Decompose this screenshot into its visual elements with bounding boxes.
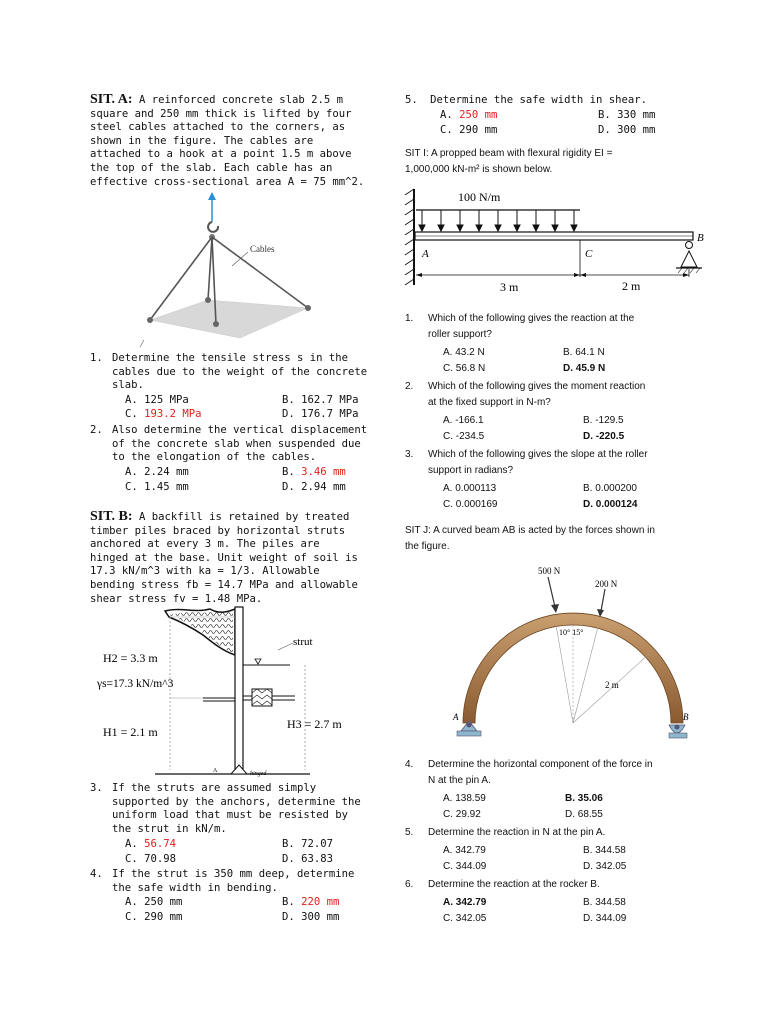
load-arrows — [419, 210, 577, 231]
sit-j-q4-option-b[interactable]: B. 35.06 — [565, 793, 603, 804]
point-c-label: C — [585, 248, 593, 260]
q1-option-a[interactable]: A. 125 MPa — [125, 394, 189, 406]
angle-label: 10° 15° — [559, 628, 584, 637]
force-500-label: 500 N — [538, 566, 561, 576]
q1-number: 1. — [90, 352, 103, 364]
sit-i-q2-option-a[interactable]: A. -166.1 — [443, 415, 484, 426]
sit-i-q3-option-c[interactable]: C. 0.000169 — [443, 499, 498, 510]
q3-option-a-answer: 56.74 — [144, 838, 177, 850]
sit-i-question-2 — [405, 379, 705, 411]
q3-option-a[interactable] — [125, 838, 176, 852]
sit-j-question-4 — [405, 757, 705, 789]
sit-j-q4-number: 4. — [405, 759, 414, 770]
sit-a-line: the top of the slab. Each cable has an — [90, 161, 333, 174]
dim-2m: 2 m — [622, 279, 641, 293]
q2-line: Also determine the vertical displacement — [112, 424, 368, 436]
q4-option-c[interactable]: C. 290 mm — [125, 911, 183, 923]
sit-j-q4-line: Determine the horizontal component of the force in — [428, 759, 653, 770]
q2-line: to the elongation of the cables. — [112, 451, 317, 464]
retaining-wall-figure — [95, 605, 385, 780]
sit-j-q4-line: N at the pin A. — [428, 775, 491, 786]
sit-i-line: 1,000,000 kN-m² is shown below. — [405, 164, 553, 175]
q2-option-b-answer: 3.46 mm — [301, 466, 346, 478]
q4-line: If the strut is 350 mm deep, determine — [112, 868, 355, 880]
sit-i-q3-option-b[interactable]: B. 0.000200 — [583, 483, 637, 494]
sit-a-label: SIT. A: — [90, 92, 133, 107]
sit-b-line: bending stress fb = 14.7 MPa and allowable — [90, 578, 358, 591]
q2-option-b-letter: B. — [282, 466, 295, 478]
q2-option-a[interactable]: A. 2.24 mm — [125, 466, 189, 478]
q4-option-a[interactable]: A. 250 mm — [125, 896, 183, 908]
sit-j-q5-number: 5. — [405, 827, 414, 838]
sit-i-q3-line: Which of the following gives the slope at the roller — [428, 449, 648, 460]
sit-i-question-1 — [405, 311, 705, 343]
q4-number: 4. — [90, 868, 103, 880]
sit-b-line: anchored at every 3 m. The piles are — [90, 538, 320, 551]
hinged-label: hinged — [250, 771, 267, 777]
q3-line: uniform load that must be resisted by — [112, 809, 348, 822]
q3-line: supported by the anchors, determine the — [112, 795, 361, 808]
sit-a-line: effective cross-sectional area A = 75 mm^2. — [90, 175, 365, 188]
question-4 — [90, 868, 380, 895]
q2-option-d[interactable]: D. 2.94 mm — [282, 481, 346, 493]
rocker-b-label: B — [683, 712, 689, 722]
sit-j-q5-option-a[interactable]: A. 342.79 — [443, 845, 486, 856]
sit-i-q2-option-d[interactable]: D. -220.5 — [583, 431, 625, 442]
sit-i-q1-line: roller support? — [428, 329, 492, 340]
sit-j-q6-option-d[interactable]: D. 344.09 — [583, 913, 627, 924]
q5-option-d[interactable]: D. 300 mm — [598, 124, 656, 136]
sit-j-q6-option-a[interactable]: A. 342.79 — [443, 897, 487, 908]
sit-i-q2-line: at the fixed support in N-m? — [428, 397, 551, 408]
sit-j-question-6 — [405, 877, 705, 893]
q1-line: cables due to the weight of the concrete — [112, 365, 368, 378]
sit-j-question-5 — [405, 825, 705, 841]
h3-label: H3 = 2.7 m — [287, 717, 342, 731]
sit-j-q6-option-c[interactable]: C. 342.05 — [443, 913, 487, 924]
q1-option-c[interactable] — [125, 408, 202, 422]
sit-b-paragraph — [90, 510, 380, 606]
q3-option-a-letter: A. — [125, 838, 138, 850]
sit-b-line: shear stress fv = 1.48 MPa. — [90, 592, 263, 605]
sit-i-q2-option-b[interactable]: B. -129.5 — [583, 415, 624, 426]
q2-option-c[interactable]: C. 1.45 mm — [125, 481, 189, 493]
sit-j-q4-option-d[interactable]: D. 68.55 — [565, 809, 603, 820]
sit-a-line: attached to a hook at a point 1.5 m above — [90, 148, 352, 161]
q2-number: 2. — [90, 424, 103, 436]
q5-line: Determine the safe width in shear. — [430, 94, 648, 106]
question-2 — [90, 424, 380, 465]
sit-j-q5-line: Determine the reaction in N at the pin A. — [428, 827, 606, 838]
sit-j-q6-line: Determine the reaction at the rocker B. — [428, 879, 600, 890]
q3-option-b[interactable]: B. 72.07 — [282, 838, 334, 850]
sit-i-q1-number: 1. — [405, 313, 414, 324]
q5-option-c[interactable]: C. 290 mm — [440, 124, 498, 136]
sit-i-paragraph — [405, 146, 612, 178]
sit-i-q2-option-c[interactable]: C. -234.5 — [443, 431, 485, 442]
q4-option-d[interactable]: D. 300 mm — [282, 911, 340, 923]
q1-line: Determine the tensile stress s in the — [112, 352, 348, 364]
question-5 — [405, 94, 647, 108]
q3-line: If the struts are assumed simply — [112, 782, 317, 794]
sit-a-line: square and 250 mm thick is lifted by four — [90, 107, 352, 120]
sit-i-q1-option-c[interactable]: C. 56.8 N — [443, 363, 486, 374]
curved-beam-figure — [445, 563, 705, 748]
h1-label: H1 = 2.1 m — [103, 725, 158, 739]
q4-line: the safe width in bending. — [112, 881, 278, 894]
sit-j-q5-option-d[interactable]: D. 342.05 — [583, 861, 627, 872]
q5-option-a-letter: A. — [440, 109, 453, 121]
question-3 — [90, 782, 380, 836]
q4-option-b[interactable] — [282, 896, 339, 910]
sit-i-q1-line: Which of the following gives the reaction at the — [428, 313, 635, 324]
slab-shadow — [150, 300, 308, 338]
sit-b-line: hinged at the base. Unit weight of soil is — [90, 551, 358, 564]
strut-block — [252, 689, 272, 706]
sit-b-label: SIT. B: — [90, 509, 133, 524]
sit-i-q1-option-b[interactable]: B. 64.1 N — [563, 347, 605, 358]
q2-line: of the concrete slab when suspended due — [112, 437, 361, 450]
h2-label: H2 = 3.3 m — [103, 651, 158, 665]
cables-label: Cables — [250, 244, 275, 254]
gamma-label: γs=17.3 kN/m^3 — [97, 678, 174, 690]
sit-i-q2-line: Which of the following gives the moment reaction — [428, 381, 646, 392]
sit-a-paragraph — [90, 93, 380, 189]
point-a-label: A — [422, 248, 429, 260]
sit-i-line: SIT I: A propped beam with flexural rigidity EI = — [405, 148, 613, 159]
q1-line: slab. — [112, 379, 144, 392]
sit-i-q3-line: support in radians? — [428, 465, 514, 476]
sit-i-question-3 — [405, 447, 705, 479]
sit-j-q6-option-b[interactable]: B. 344.58 — [583, 897, 626, 908]
sit-a-line: A reinforced concrete slab 2.5 m — [138, 94, 344, 106]
sit-j-q5-option-b[interactable]: B. 344.58 — [583, 845, 626, 856]
strut-label: strut — [293, 636, 313, 648]
sit-j-q5-option-c[interactable]: C. 344.09 — [443, 861, 487, 872]
cable-2 — [208, 237, 212, 300]
q1-option-c-letter: C. — [125, 408, 138, 420]
pin-a-label: A — [453, 712, 459, 722]
q1-option-c-answer: 193.2 MPa — [144, 408, 202, 420]
a-label: A — [213, 768, 218, 774]
q3-option-d[interactable]: D. 63.83 — [282, 853, 334, 865]
q5-option-b[interactable]: B. 330 mm — [598, 109, 656, 121]
q4-option-b-letter: B. — [282, 896, 295, 908]
q1-option-d[interactable]: D. 176.7 MPa — [282, 408, 359, 420]
q3-option-c[interactable]: C. 70.98 — [125, 853, 177, 865]
sit-i-q1-option-a[interactable]: A. 43.2 N — [443, 347, 485, 358]
q1-option-b[interactable]: B. 162.7 MPa — [282, 394, 359, 406]
radius-label: 2 m — [605, 680, 619, 690]
sit-i-q3-option-d[interactable]: D. 0.000124 — [583, 499, 638, 510]
q3-line: the strut in kN/m. — [112, 822, 227, 835]
force-200-label: 200 N — [595, 579, 618, 589]
load-label: 100 N/m — [458, 190, 501, 204]
sit-j-paragraph — [405, 523, 655, 555]
sit-j-q4-option-c[interactable]: C. 29.92 — [443, 809, 481, 820]
q4-option-b-answer: 220 mm — [301, 896, 340, 908]
sit-b-line: A backfill is retained by treated — [138, 511, 350, 523]
q5-option-a-answer: 250 mm — [459, 109, 498, 121]
question-1 — [90, 352, 380, 393]
sit-j-q6-number: 6. — [405, 879, 414, 890]
q5-option-a[interactable] — [440, 109, 497, 123]
q3-number: 3. — [90, 782, 103, 794]
sit-a-line: steel cables attached to the corners, as — [90, 121, 346, 134]
sit-i-q2-number: 2. — [405, 381, 414, 392]
sit-j-line: SIT J: A curved beam AB is acted by the forces shown in — [405, 525, 655, 536]
propped-beam-figure — [402, 185, 712, 300]
sit-b-line: timber piles braced by horizontal struts — [90, 524, 346, 537]
sit-b-line: 17.3 kN/m^3 with ka = 1/3. Allowable — [90, 565, 320, 578]
sit-j-line: the figure. — [405, 541, 450, 552]
sit-i-q1-option-d[interactable]: D. 45.9 N — [563, 363, 606, 374]
timber-pile — [235, 607, 243, 770]
point-b-label: B — [697, 232, 704, 244]
dim-3m: 3 m — [500, 280, 519, 294]
q5-number: 5. — [405, 94, 418, 106]
cable-slab-figure — [130, 192, 320, 352]
sit-a-line: shown in the figure. The cables are — [90, 134, 314, 147]
sit-i-q3-number: 3. — [405, 449, 414, 460]
q2-option-b[interactable] — [282, 466, 346, 480]
sit-i-q3-option-a[interactable]: A. 0.000113 — [443, 483, 497, 494]
sit-j-q4-option-a[interactable]: A. 138.59 — [443, 793, 486, 804]
